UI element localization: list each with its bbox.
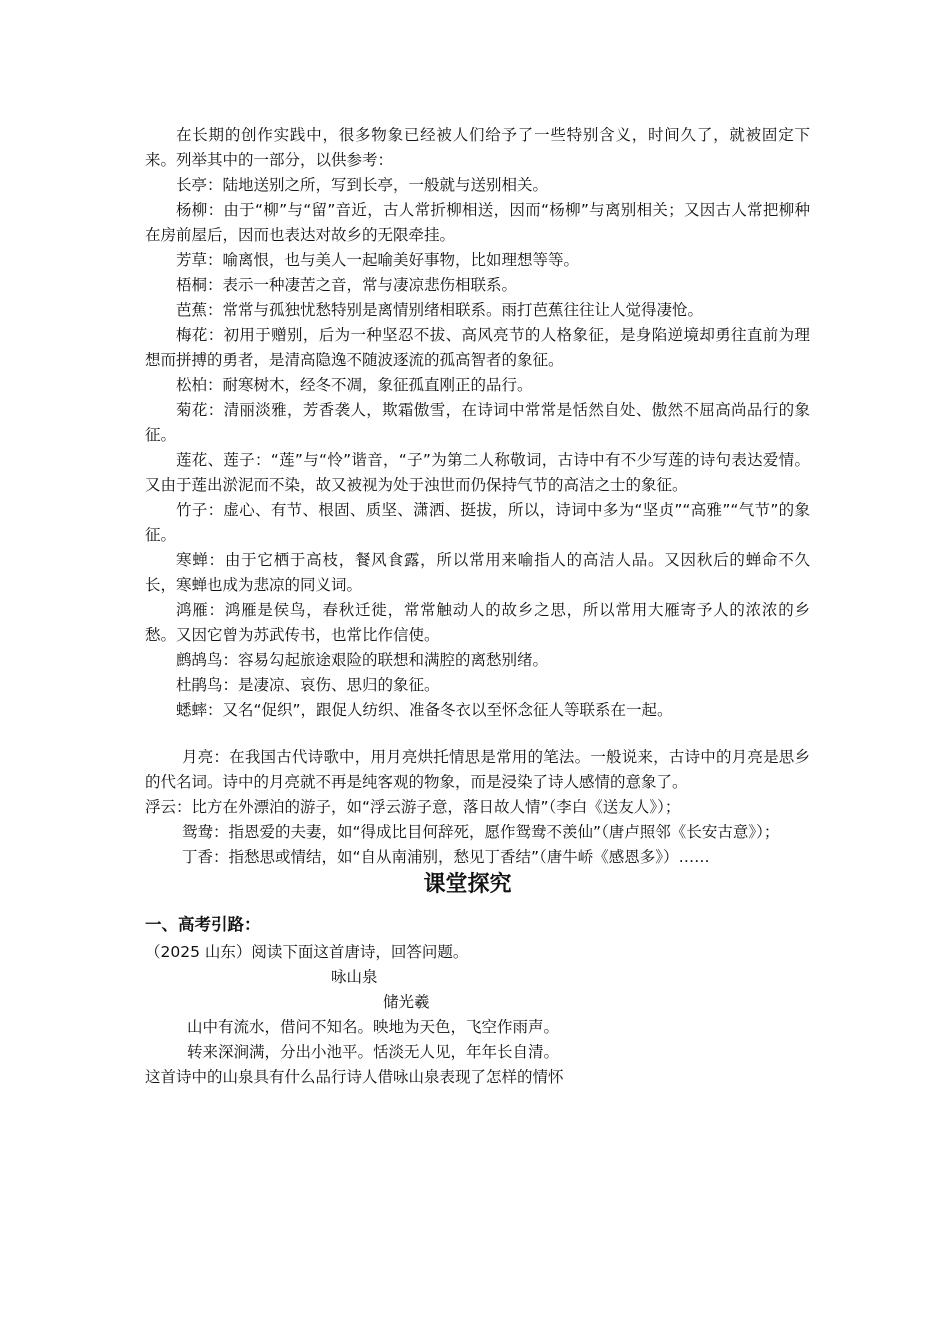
document-page xyxy=(145,123,810,1090)
image-entry: 竹子：虚心、有节、根固、质坚、潇洒、挺拔，所以，诗词中多为“坚贞”“高雅”“气节”的象征。 xyxy=(145,501,810,544)
image-entry: 莲花、莲子：“莲”与“怜”谐音，“子”为第二人称敬词，古诗中有不少写莲的诗句表达爱情。又由于莲出淤泥而不染，故又被视为处于浊世而仍保持气节的高洁之士的象征。 xyxy=(145,451,810,494)
spacer xyxy=(145,723,810,745)
image-entry: 杨柳：由于“柳”与“留”音近，古人常折柳相送，因而“杨柳”与离别相关；又因古人常把柳种在房前屋后，因而也表达对故乡的无限牵挂。 xyxy=(145,201,810,244)
intro-paragraph: 在长期的创作实践中，很多物象已经被人们给予了一些特别含义，时间久了，就被固定下来。列举其中的一部分，以供参考： xyxy=(145,126,810,169)
image-entry: 长亭：陆地送别之所，写到长亭，一般就与送别相关。 xyxy=(176,176,549,194)
poem-line: 转来深涧满，分出小池平。恬淡无人见，年年长自清。 xyxy=(187,1043,560,1061)
question-intro: （2025 山东）阅读下面这首唐诗，回答问题。 xyxy=(145,943,469,961)
poem-line: 山中有流水，借问不知名。映地为天色，飞空作雨声。 xyxy=(187,1018,560,1036)
poem-author: 储光羲 xyxy=(383,993,430,1011)
image-entry: 鸿雁：鸿雁是侯鸟，春秋迁徙，常常触动人的故乡之思，所以常用大雁寄予人的浓浓的乡愁。又因它曾为苏武传书，也常比作信使。 xyxy=(145,601,810,644)
poem-title: 咏山泉 xyxy=(331,968,378,986)
section-title: 课堂探究 xyxy=(423,872,512,897)
spacer xyxy=(145,900,810,910)
question-text: 这首诗中的山泉具有什么品行诗人借咏山泉表现了怎样的情怀 xyxy=(145,1068,564,1086)
image-entry: 梧桐：表示一种凄苦之音，常与凄凉悲伤相联系。 xyxy=(176,276,518,294)
lilac-entry: 丁香：指愁思或情结，如“自从南浦别，愁见丁香结”（唐牛峤《感恩多》）…… xyxy=(182,848,710,866)
image-entry: 寒蝉：由于它栖于高枝，餐风食露，所以常用来喻指人的高洁人品。又因秋后的蝉命不久长，寒蝉也成为悲凉的同义词。 xyxy=(145,551,810,594)
image-entry: 鹧鸪鸟：容易勾起旅途艰险的联想和满腔的离愁别绪。 xyxy=(176,651,549,669)
image-entry: 松柏：耐寒树木，经冬不凋，象征孤直刚正的品行。 xyxy=(176,376,533,394)
duck-entry: 鸳鸯：指恩爱的夫妻，如“得成比目何辞死，愿作鸳鸯不羡仙”（唐卢照邻《长安古意》）； xyxy=(182,823,780,841)
cloud-entry: 浮云：比方在外漂泊的游子，如“浮云游子意，落日故人情”（李白《送友人》）； xyxy=(145,798,681,816)
image-entry: 杜鹃鸟：是凄凉、哀伤、思归的象征。 xyxy=(176,676,440,694)
moon-entry: 月亮：在我国古代诗歌中，用月亮烘托情思是常用的笔法。一般说来，古诗中的月亮是思乡的代名词。诗中的月亮就不再是纯客观的物象，而是浸染了诗人感情的意象了。 xyxy=(145,748,810,791)
image-entry: 菊花：清丽淡雅，芳香袭人，欺霜傲雪，在诗词中常常是恬然自处、傲然不屈高尚品行的象征。 xyxy=(145,401,810,444)
heading-gaokao: 一、高考引路： xyxy=(145,915,261,934)
image-entry: 梅花：初用于赠别，后为一种坚忍不拔、高风亮节的人格象征，是身陷逆境却勇往直前为理想而拼搏的勇者，是清高隐逸不随波逐流的孤高智者的象征。 xyxy=(145,326,810,369)
image-entry: 蟋蟀：又名“促织”，跟促人纺织、准备冬衣以至怀念征人等联系在一起。 xyxy=(176,701,673,719)
image-entry: 芭蕉：常常与孤独忧愁特别是离情别绪相联系。雨打芭蕉往往让人觉得凄怆。 xyxy=(176,301,704,319)
image-entry: 芳草：喻离恨，也与美人一起喻美好事物，比如理想等等。 xyxy=(176,251,580,269)
